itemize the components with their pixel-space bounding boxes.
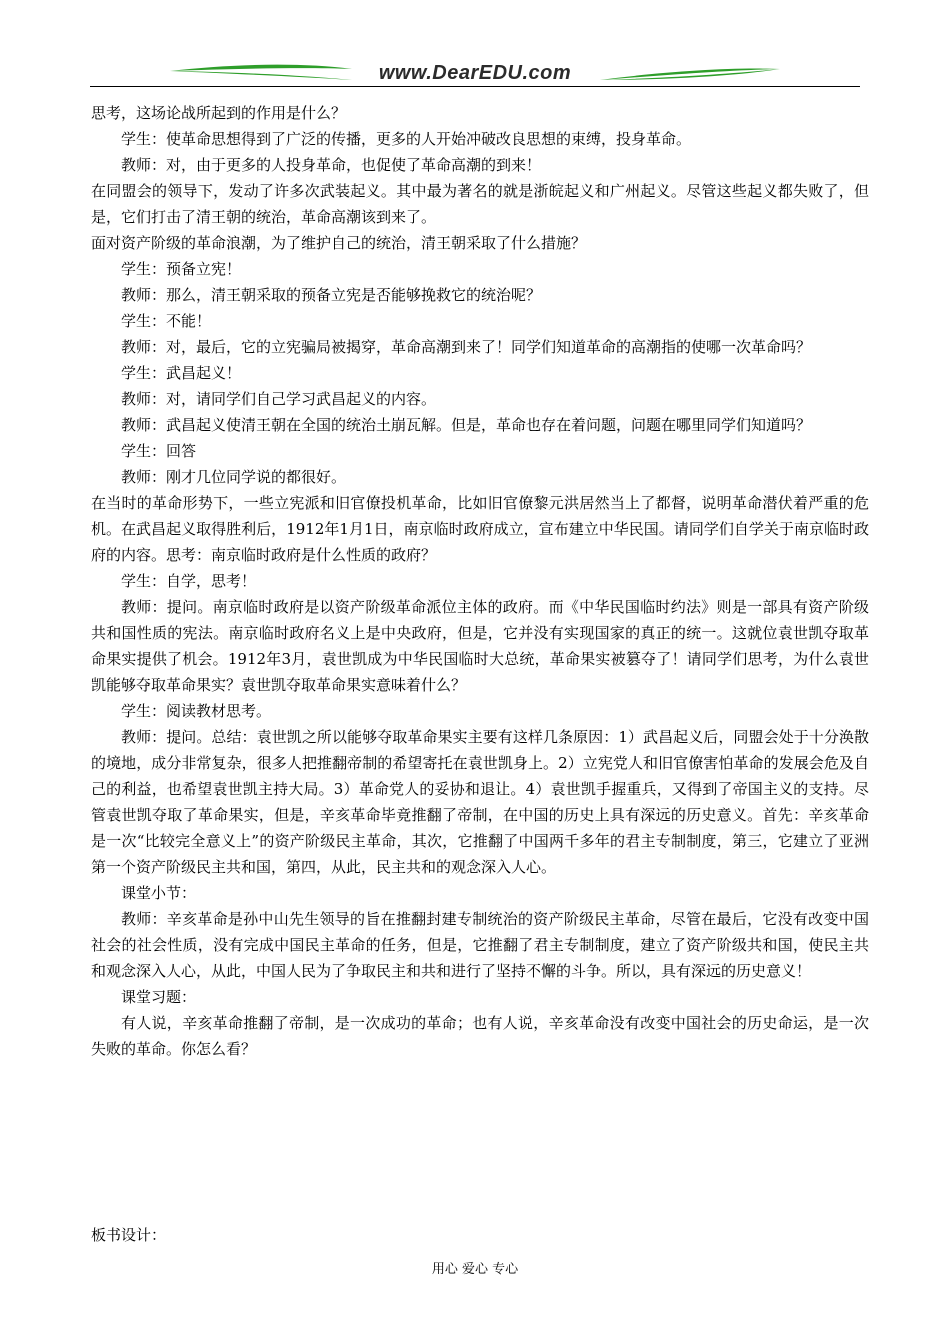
paragraph: 面对资产阶级的革命浪潮，为了维护自己的统治，清王朝采取了什么措施？ <box>91 234 587 252</box>
paragraph: 教师：提问。总结：袁世凯之所以能够夺取革命果实主要有这样几条原因：1）武昌起义后，同盟会处于十分涣散的境地，成分非常复杂，很多人把推翻帝制的希望寄托在袁世凯身上。2）立宪党人和旧官僚害怕革命的发展会危及自己的利益，也希望袁世凯主持大局。3）革命党人的妥协和退让。4）袁世凯手握重兵，又得到了帝国主义的支持。尽管袁世凯夺取了革命果实，但是，辛亥革命毕竟推翻了帝制，在中国的历史上具有深远的历史意义。首先：辛亥革命是一次“比较完全意义上”的资产阶级民主革命，其次，它推翻了中国两千多年的君主专制制度，第三，它建立了亚洲第一个资产阶级民主共和国，第四，从此，民主共和的观念深入人心。 <box>91 728 869 876</box>
paragraph: 课堂小节： <box>121 884 197 902</box>
header-rule <box>90 86 860 87</box>
paragraph: 学生：自学，思考！ <box>121 572 257 590</box>
paragraph: 教师：提问。南京临时政府是以资产阶级革命派位主体的政府。而《中华民国临时约法》则是一部具有资产阶级共和国性质的宪法。南京临时政府名义上是中央政府，但是，它并没有实现国家的真正的统一。这就位袁世凯夺取革命果实提供了机会。1912年3月，袁世凯成为中华民国临时大总统，革命果实被篡夺了！请同学们思考，为什么袁世凯能够夺取革命果实？袁世凯夺取革命果实意味着什么？ <box>91 598 869 694</box>
paragraph: 教师：刚才几位同学说的都很好。 <box>121 468 347 486</box>
paragraph: 教师：辛亥革命是孙中山先生领导的旨在推翻封建专制统治的资产阶级民主革命，尽管在最后，它没有改变中国社会的社会性质，没有完成中国民主革命的任务，但是，它推翻了君主专制制度，建立了资产阶级共和国，使民主共和观念深入人心，从此，中国人民为了争取民主和共和进行了坚持不懈的斗争。所以，具有深远的历史意义！ <box>91 910 869 980</box>
paragraph: 教师：对，最后，它的立宪骗局被揭穿，革命高潮到来了！同学们知道革命的高潮指的使哪一次革命吗？ <box>121 338 812 356</box>
paragraph: 教师：对，由于更多的人投身革命，也促使了革命高潮的到来！ <box>121 156 542 174</box>
paragraph: 学生：阅读教材思考。 <box>121 702 272 720</box>
paragraph: 教师：武昌起义使清王朝在全国的统治土崩瓦解。但是，革命也存在着问题，问题在哪里同学们知道吗？ <box>121 416 812 434</box>
paragraph: 在同盟会的领导下，发动了许多次武装起义。其中最为著名的就是浙皖起义和广州起义。尽管这些起义都失败了，但是，它们打击了清王朝的统治，革命高潮该到来了。 <box>91 182 869 226</box>
board-design-label: 板书设计： <box>91 1226 167 1244</box>
site-logo-text: www.DearEDU.com <box>378 62 572 84</box>
paragraph: 思考，这场论战所起到的作用是什么？ <box>91 104 347 122</box>
paragraph: 学生：不能！ <box>121 312 212 330</box>
paragraph: 学生：武昌起义！ <box>121 364 242 382</box>
paragraph: 教师：对，请同学们自己学习武昌起义的内容。 <box>121 390 437 408</box>
paragraph: 学生：使革命思想得到了广泛的传播，更多的人开始冲破改良思想的束缚，投身革命。 <box>121 130 692 148</box>
paragraph: 学生：回答 <box>121 442 197 460</box>
paragraph: 在当时的革命形势下，一些立宪派和旧官僚投机革命，比如旧官僚黎元洪居然当上了都督，说明革命潜伏着严重的危机。在武昌起义取得胜利后，1912年1月1日，南京临时政府成立，宣布建立中华民国。请同学们自学关于南京临时政府的内容。思考：南京临时政府是什么性质的政府？ <box>91 494 869 564</box>
paragraph: 有人说，辛亥革命推翻了帝制，是一次成功的革命；也有人说，辛亥革命没有改变中国社会的历史命运，是一次失败的革命。你怎么看？ <box>91 1014 869 1058</box>
paragraph: 课堂习题： <box>121 988 197 1006</box>
paragraph: 教师：那么，清王朝采取的预备立宪是否能够挽救它的统治呢？ <box>121 286 542 304</box>
page-footer: 用心 爱心 专心 <box>431 1262 519 1277</box>
paragraph: 学生：预备立宪！ <box>121 260 242 278</box>
document-body <box>91 100 869 1062</box>
